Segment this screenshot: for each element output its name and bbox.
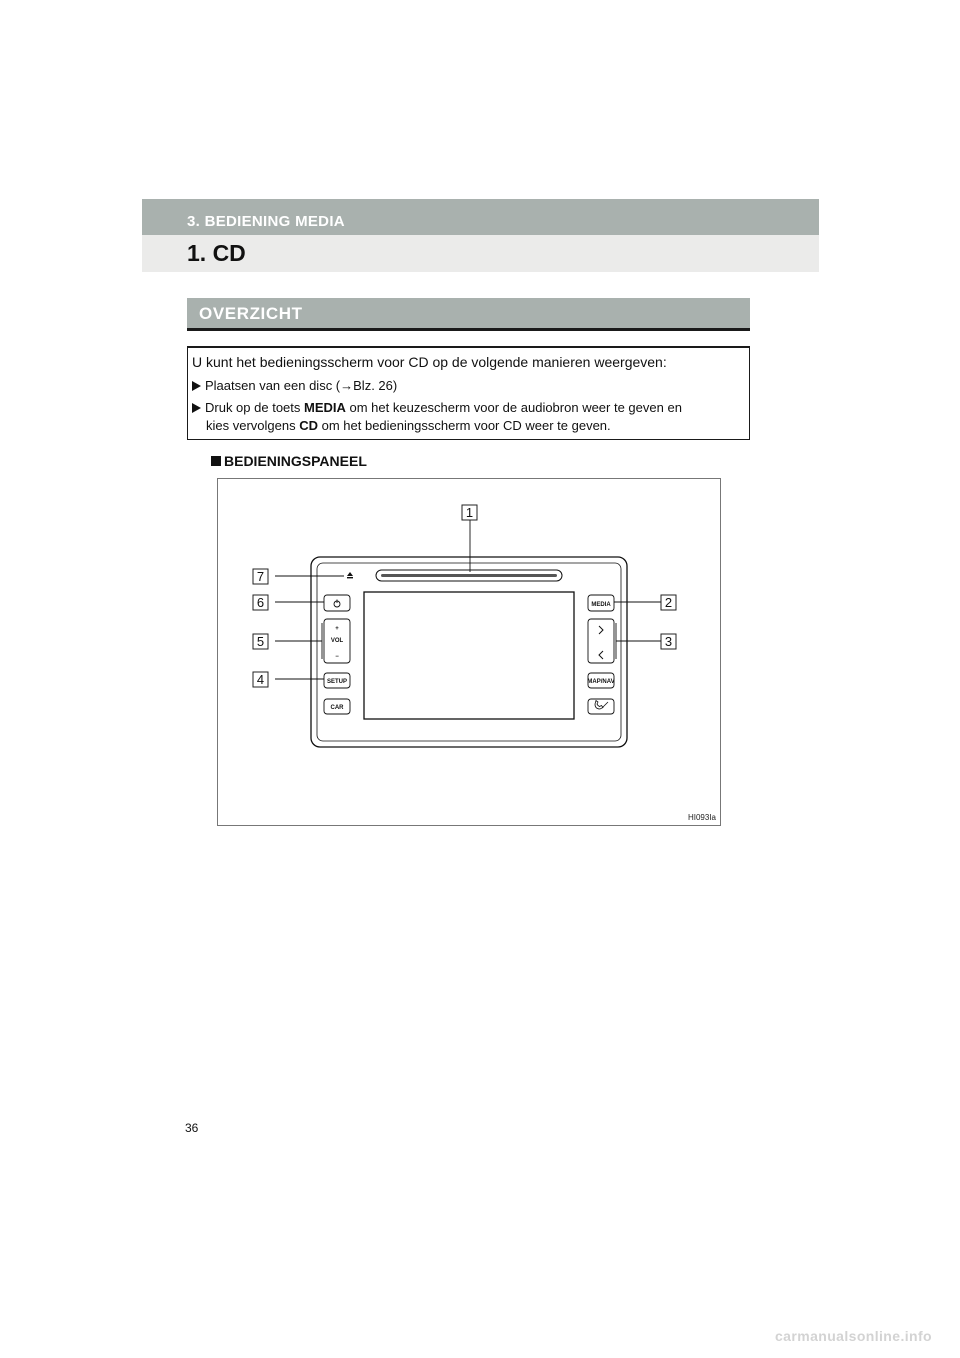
mapnav-label: MAP/NAV xyxy=(587,679,615,685)
page-number: 36 xyxy=(185,1121,199,1135)
car-label: CAR xyxy=(330,705,344,711)
overview-intro: U kunt het bedieningsscherm voor CD op de volgende manieren weergeven: xyxy=(192,354,667,370)
bullet-insert-disc: Plaatsen van een disc (→Blz. 26) xyxy=(192,377,744,395)
square-bullet-icon xyxy=(211,456,221,466)
svg-text:3: 3 xyxy=(664,634,673,649)
panel-heading: BEDIENINGSPANEEL xyxy=(211,453,367,469)
bullet-media-button: Druk op de toets MEDIA om het keuzescherm voor de audiobron weer te geven en kies vervolgens CD om het bedieningsscherm voor CD weer te geven. xyxy=(192,399,744,435)
callout-6 xyxy=(253,595,268,610)
overview-header xyxy=(187,298,750,331)
callout-4 xyxy=(253,672,268,687)
control-panel-figure xyxy=(217,478,721,826)
vol-minus-label: − xyxy=(335,654,339,660)
overview-box xyxy=(187,346,750,440)
chevron-right-icon xyxy=(599,626,603,634)
control-panel-illustration xyxy=(218,479,720,825)
chevron-left-icon xyxy=(599,651,603,659)
svg-text:4: 4 xyxy=(256,672,265,687)
media-label: MEDIA xyxy=(591,602,611,608)
phone-icon xyxy=(595,701,608,710)
callout-3 xyxy=(661,634,676,649)
svg-text:7: 7 xyxy=(256,569,265,584)
chapter-header xyxy=(142,199,819,235)
section-title: 1. CD xyxy=(187,240,246,266)
section-header xyxy=(142,235,819,272)
overview-title: OVERZICHT xyxy=(199,304,303,323)
eject-icon xyxy=(347,572,353,578)
watermark: carmanualsonline.info xyxy=(775,1328,932,1344)
power-icon xyxy=(334,600,340,608)
callout-7 xyxy=(253,569,268,584)
vol-label: VOL xyxy=(330,638,344,644)
figure-id: HI093Ia xyxy=(687,813,716,822)
svg-text:6: 6 xyxy=(256,595,265,610)
callout-5 xyxy=(253,634,268,649)
callout-1 xyxy=(462,505,477,520)
bullet-arrow-icon xyxy=(192,381,201,391)
bullet-arrow-icon xyxy=(192,403,201,413)
vol-plus-label: + xyxy=(335,626,339,632)
svg-text:5: 5 xyxy=(256,634,265,649)
callout-2 xyxy=(661,595,676,610)
svg-text:1: 1 xyxy=(465,505,474,520)
setup-label: SETUP xyxy=(326,679,348,685)
svg-text:2: 2 xyxy=(664,595,673,610)
chapter-title: 3. BEDIENING MEDIA xyxy=(187,213,345,230)
